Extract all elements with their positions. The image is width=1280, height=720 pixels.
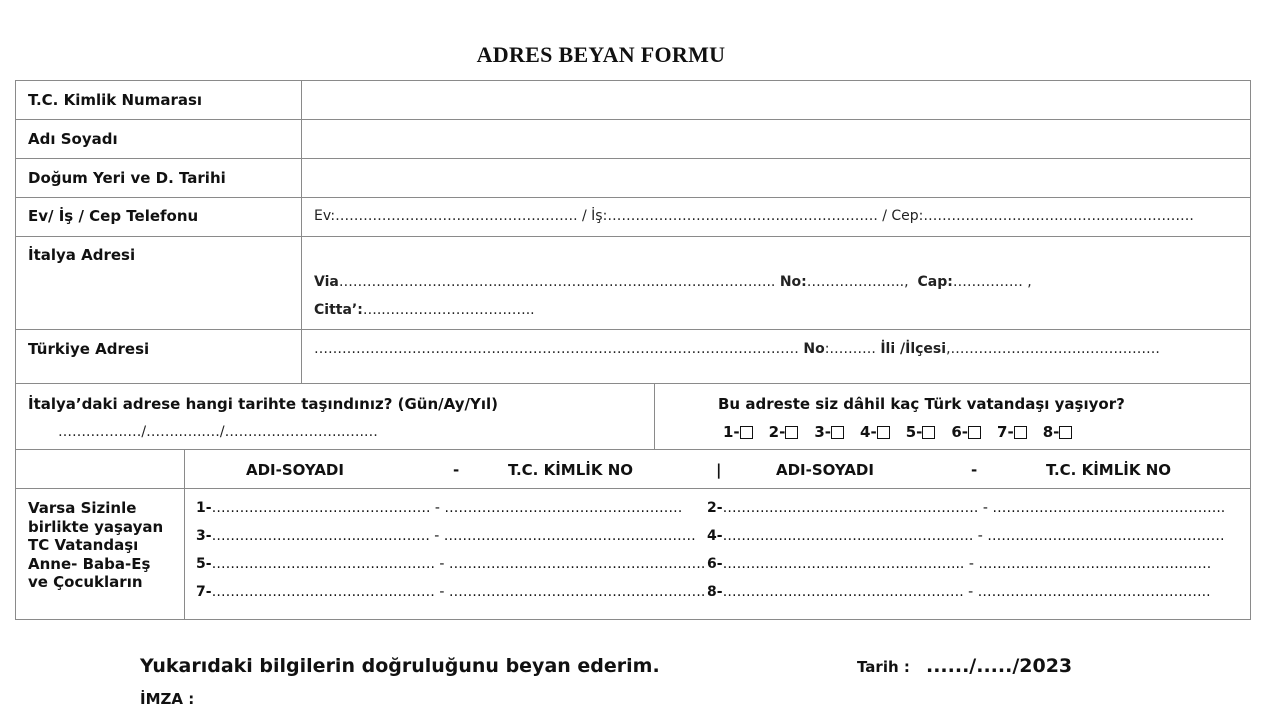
row-number: 2-	[707, 500, 723, 516]
signature-label: İMZA :	[140, 690, 195, 708]
header-divider: |	[716, 461, 722, 479]
turkey-province-dots: ,………………………..…………….	[946, 341, 1160, 357]
phone-label: Ev/ İş / Cep Telefonu	[28, 207, 199, 225]
row-divider	[16, 488, 1250, 489]
family-left-row-4	[196, 584, 705, 600]
row-dots: …………….……..………...……………. - …………………………………………..	[722, 584, 1211, 600]
option-label: 6-	[951, 423, 969, 441]
move-date-dots: …….……..…/……..…..…/……………………..….…	[58, 424, 378, 440]
row-dots: ……….…..…………………………………. - …………………………………………..	[722, 500, 1226, 516]
column-divider	[654, 383, 655, 449]
italy-address-label: İtalya Adresi	[28, 246, 136, 264]
citizens-options	[723, 423, 1088, 441]
row-dots: ……….…..………..………………………. - ……………….…..………………………	[722, 528, 1225, 544]
row-number: 8-	[707, 584, 723, 600]
family-left-row-3	[196, 556, 705, 572]
option-label: 3-	[814, 423, 832, 441]
checkbox-3[interactable]	[831, 426, 844, 439]
turkey-address-label: Türkiye Adresi	[28, 340, 150, 358]
family-label: Varsa Sizinle birlikte yaşayan TC Vatandaşı Anne- Baba-Eş ve Çocukların	[28, 499, 164, 591]
header-tc-left: T.C. KİMLİK NO	[508, 461, 634, 479]
row-number: 3-	[196, 528, 212, 544]
row-divider	[16, 329, 1250, 330]
turkey-address-dots: …………………………………..………………………………………………………	[314, 341, 799, 357]
row-dots: …………………………..…..………. - ………………………………………………	[211, 528, 696, 544]
turkey-province-label: İli /İlçesi	[880, 341, 947, 357]
italy-address-line2	[314, 302, 535, 318]
family-right-row-1	[707, 500, 1225, 516]
phone-fields	[314, 208, 1194, 224]
family-right-row-4	[707, 584, 1211, 600]
column-divider	[184, 449, 185, 620]
turkey-no-dots: :……….	[824, 341, 876, 357]
family-right-row-2	[707, 528, 1225, 544]
checkbox-2[interactable]	[785, 426, 798, 439]
row-dots: ………………………………..………. - ……………………………………………….	[211, 556, 706, 572]
row-dots: …………………………..…….……… - ……………………………………………….	[211, 584, 706, 600]
citta-dots: …..…………………………..	[362, 302, 535, 318]
row-number: 4-	[707, 528, 723, 544]
header-name-left: ADI-SOYADI	[246, 461, 344, 479]
header-name-right: ADI-SOYADI	[776, 461, 874, 479]
option-label: 7-	[997, 423, 1014, 441]
row-divider	[16, 449, 1250, 450]
family-right-row-3	[707, 556, 1211, 572]
row-number: 7-	[196, 584, 212, 600]
row-divider	[16, 119, 1250, 120]
row-divider	[16, 158, 1250, 159]
move-date-question: İtalya’daki adrese hangi tarihte taşındınız? (Gün/Ay/Yıl)	[28, 395, 498, 413]
column-divider	[301, 81, 302, 383]
form-title: ADRES BEYAN FORMU	[476, 42, 726, 67]
row-divider	[16, 197, 1250, 198]
date-label: Tarih :	[857, 658, 910, 676]
row-divider	[16, 236, 1250, 237]
birth-label: Doğum Yeri ve D. Tarihi	[28, 169, 226, 187]
family-left-row-2	[196, 528, 696, 544]
italy-no-label: No:	[779, 274, 807, 290]
option-label: 8-	[1042, 423, 1060, 441]
row-number: 1-	[196, 500, 212, 516]
checkbox-1[interactable]	[740, 426, 753, 439]
phone-home-label: Ev:	[314, 208, 336, 224]
checkbox-5[interactable]	[922, 426, 935, 439]
family-left-row-1	[196, 500, 682, 516]
phone-work-dots: …………………………………………………. /	[607, 208, 892, 224]
phone-home-dots: ……………………………………………. /	[335, 208, 592, 224]
option-label: 2-	[768, 423, 786, 441]
phone-mobile-label: Cep:	[891, 208, 924, 224]
turkey-no-label: No	[803, 341, 825, 357]
italy-no-dots: ………………...,	[806, 274, 909, 290]
option-label: 5-	[905, 423, 923, 441]
italy-address-line1: Via……………………………...………………………….....………………….. No:………………..., Cap:…………… ,	[314, 274, 1032, 290]
checkbox-7[interactable]	[1014, 426, 1027, 439]
row-divider	[16, 383, 1250, 384]
cap-label: Cap:	[917, 274, 953, 290]
header-sep-right: -	[971, 461, 978, 479]
declaration-text: Yukarıdaki bilgilerin doğruluğunu beyan ederim.	[140, 655, 660, 677]
phone-work-label: İş:	[591, 208, 608, 224]
via-dots: ……………………………...………………………….....………………….	[338, 274, 771, 290]
phone-mobile-dots: ………………………………………………….	[923, 208, 1194, 224]
tc-number-label: T.C. Kimlik Numarası	[28, 91, 203, 109]
option-label: 1-	[723, 423, 740, 441]
checkbox-4[interactable]	[877, 426, 890, 439]
name-label: Adı Soyadı	[28, 130, 118, 148]
date-value: ....../...../2023	[926, 655, 1073, 677]
header-tc-right: T.C. KİMLİK NO	[1046, 461, 1172, 479]
cap-dots: …………… ,	[952, 274, 1032, 290]
address-form	[15, 80, 1251, 620]
turkey-address-line	[314, 341, 1160, 357]
option-label: 4-	[860, 423, 877, 441]
row-dots: ………………………………….………... - ……………………….………………….	[722, 556, 1212, 572]
citta-label: Citta’:	[314, 302, 363, 318]
citizens-question: Bu adreste siz dâhil kaç Türk vatandaşı yaşıyor?	[718, 395, 1125, 413]
row-number: 6-	[707, 556, 723, 572]
header-sep-left: -	[453, 461, 460, 479]
checkbox-6[interactable]	[968, 426, 981, 439]
checkbox-8[interactable]	[1059, 426, 1072, 439]
row-dots: ………………………….……………. - ……………………………………………	[211, 500, 683, 516]
via-label: Via	[314, 274, 339, 290]
row-number: 5-	[196, 556, 212, 572]
